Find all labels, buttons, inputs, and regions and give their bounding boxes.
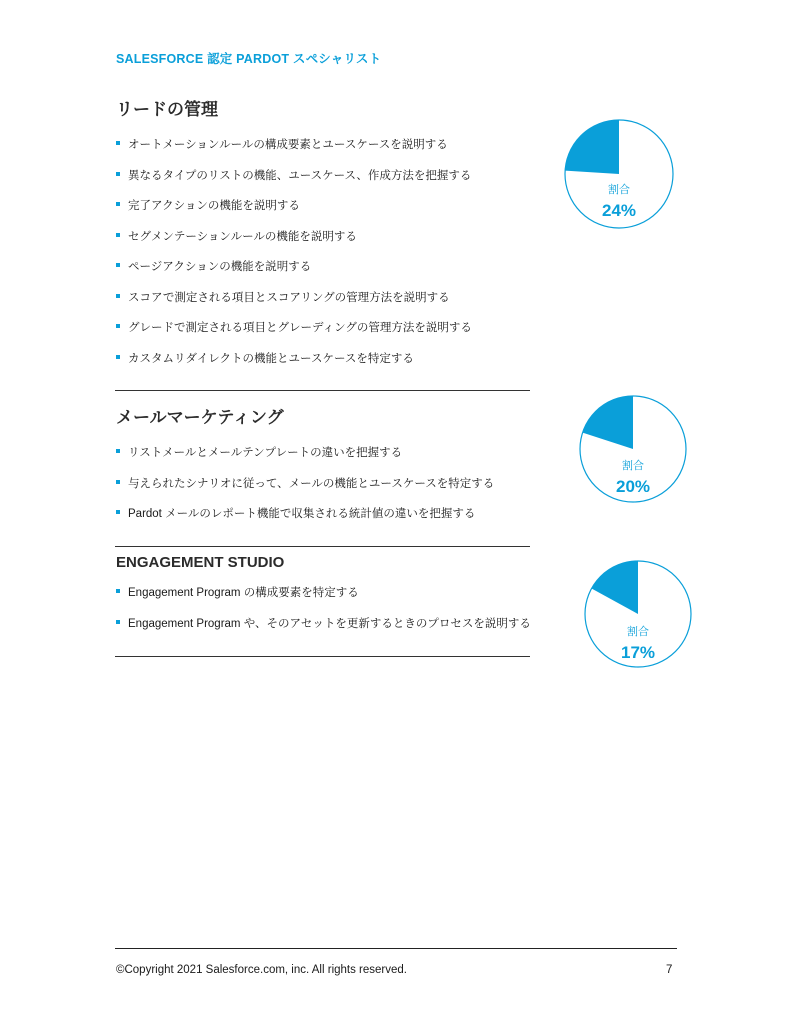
section-divider [115,546,530,547]
section-items-lead-management [116,136,472,380]
list-item: 与えられたシナリオに従って、メールの機能とユースケースを特定する [116,475,494,506]
section-items-engagement-studio [116,584,531,646]
list-item: Engagement Program や、そのアセットを更新するときのプロセスを説明する [116,615,531,646]
section-title-lead-management: リードの管理 [116,100,218,119]
footer-copyright: ©Copyright 2021 Salesforce.com, inc. All rights reserved. [116,964,407,976]
document-header: SALESFORCE 認定 PARDOT スペシャリスト [116,52,382,66]
list-item: ページアクションの機能を説明する [116,258,472,289]
list-item: 異なるタイプのリストの機能、ユースケース、作成方法を把握する [116,167,472,198]
section-divider [115,656,530,657]
weight-label: 割合 [608,184,630,196]
weight-value: 17% [620,643,656,662]
weight-value: 24% [601,201,637,220]
list-item: 完了アクションの機能を説明する [116,197,472,228]
list-item: セグメンテーションルールの機能を説明する [116,228,472,259]
list-item: オートメーションルールの構成要素とユースケースを説明する [116,136,472,167]
list-item: カスタムリダイレクトの機能とユースケースを特定する [116,350,472,381]
section-items-email-marketing [116,444,494,536]
list-item: Engagement Program の構成要素を特定する [116,584,531,615]
section-divider [115,390,530,391]
weight-label: 割合 [622,460,644,472]
footer-divider [115,948,677,949]
list-item: スコアで測定される項目とスコアリングの管理方法を説明する [116,289,472,320]
list-item: グレードで測定される項目とグレーディングの管理方法を説明する [116,319,472,350]
list-item: Pardot メールのレポート機能で収集される統計値の違いを把握する [116,505,494,536]
section-title-email-marketing: メールマーケティング [116,408,284,427]
list-item: リストメールとメールテンプレートの違いを把握する [116,444,494,475]
page-number: 7 [666,964,673,976]
section-title-engagement-studio: ENGAGEMENT STUDIO [116,554,285,571]
weight-label: 割合 [627,626,649,638]
pie-weight-slice [565,120,619,174]
weight-value: 20% [615,477,651,496]
